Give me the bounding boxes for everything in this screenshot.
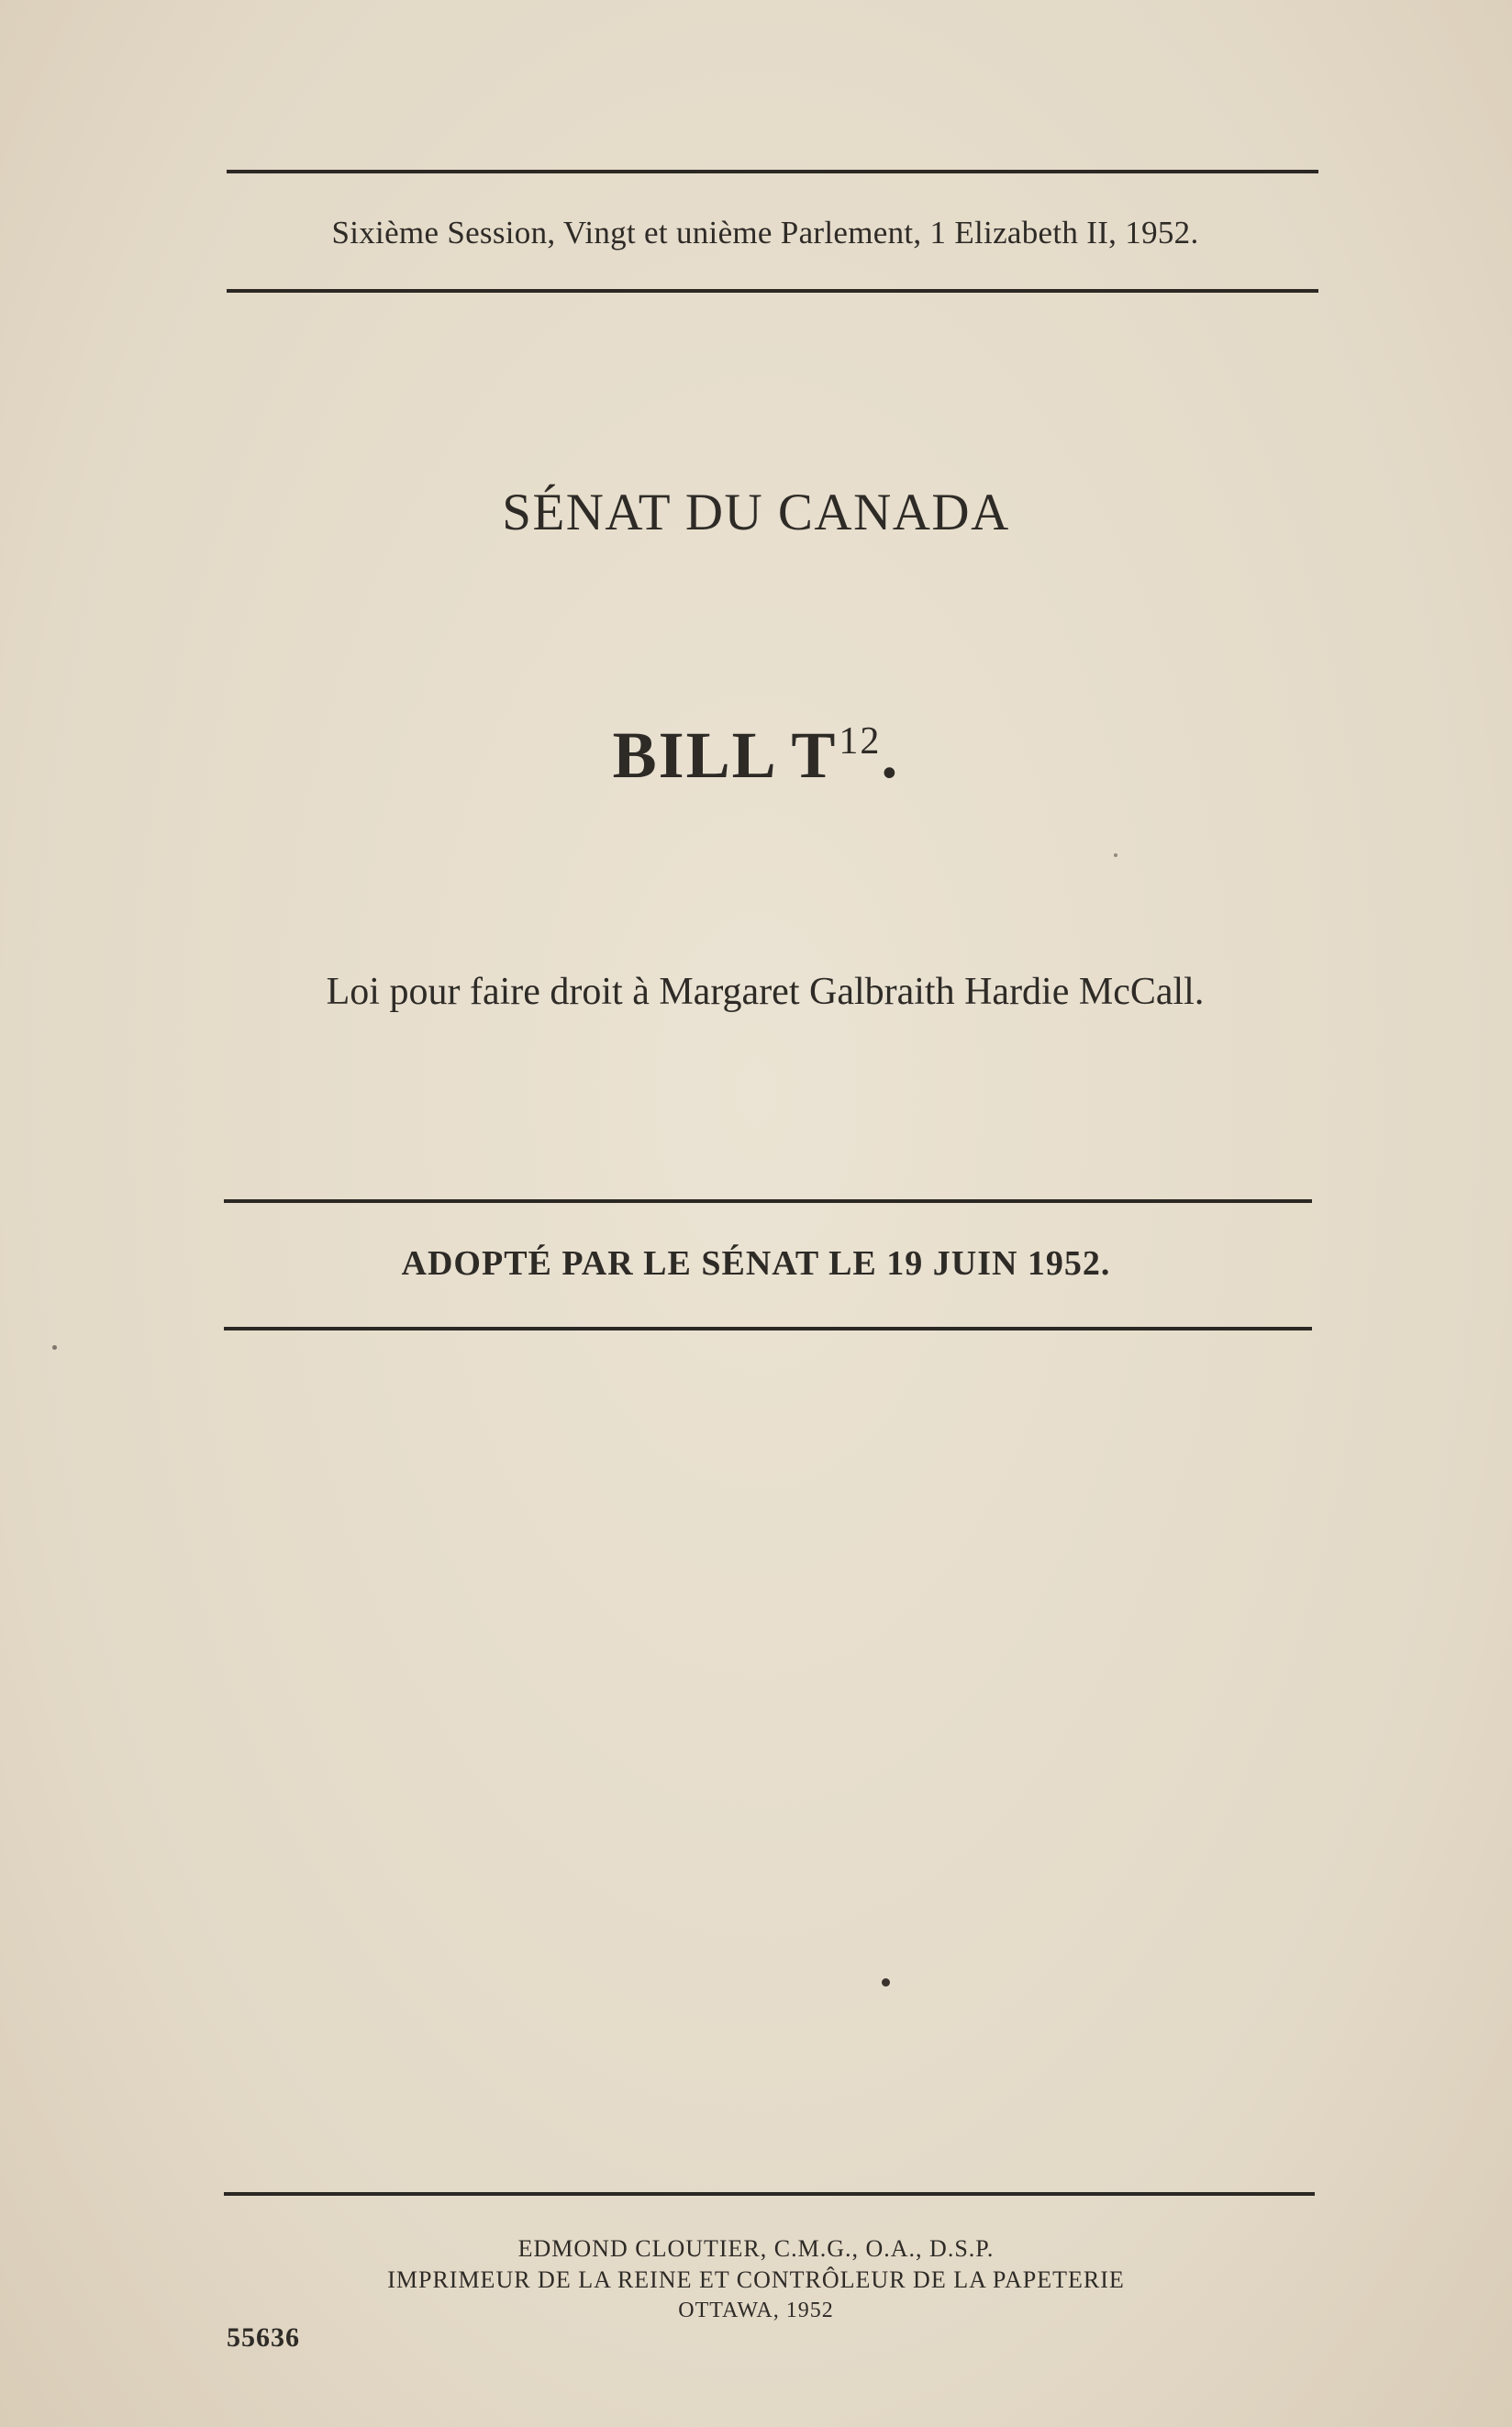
senate-title: SÉNAT DU CANADA xyxy=(502,484,1010,541)
printer-name: EDMOND CLOUTIER, C.M.G., O.A., D.S.P. xyxy=(517,2235,995,2262)
bill-suffix: . xyxy=(881,718,900,792)
ink-speck xyxy=(882,1978,890,1987)
printer-place-year: OTTAWA, 1952 xyxy=(678,2299,834,2322)
ink-speck xyxy=(52,1345,57,1350)
header-bottom-rule xyxy=(227,289,1318,293)
passed-notice: ADOPTÉ PAR LE SÉNAT LE 19 JUIN 1952. xyxy=(401,1244,1111,1283)
bill-prefix: BILL T xyxy=(612,718,838,792)
bill-title xyxy=(0,718,1512,794)
ink-speck xyxy=(1114,853,1117,857)
printer-title: IMPRIMEUR DE LA REINE ET CONTRÔLEUR DE LA PAPETERIE xyxy=(387,2266,1125,2293)
top-rule xyxy=(227,170,1318,173)
printer-top-rule xyxy=(224,2192,1315,2196)
bill-number: 12 xyxy=(839,720,882,763)
session-line: Sixième Session, Vingt et unième Parlement, 1 Elizabeth II, 1952. xyxy=(331,215,1199,250)
bill-subject: Loi pour faire droit à Margaret Galbraith Hardie McCall. xyxy=(326,971,1205,1013)
passed-bottom-rule xyxy=(224,1327,1312,1330)
passed-top-rule xyxy=(224,1199,1312,1203)
serial-number: 55636 xyxy=(227,2322,300,2353)
